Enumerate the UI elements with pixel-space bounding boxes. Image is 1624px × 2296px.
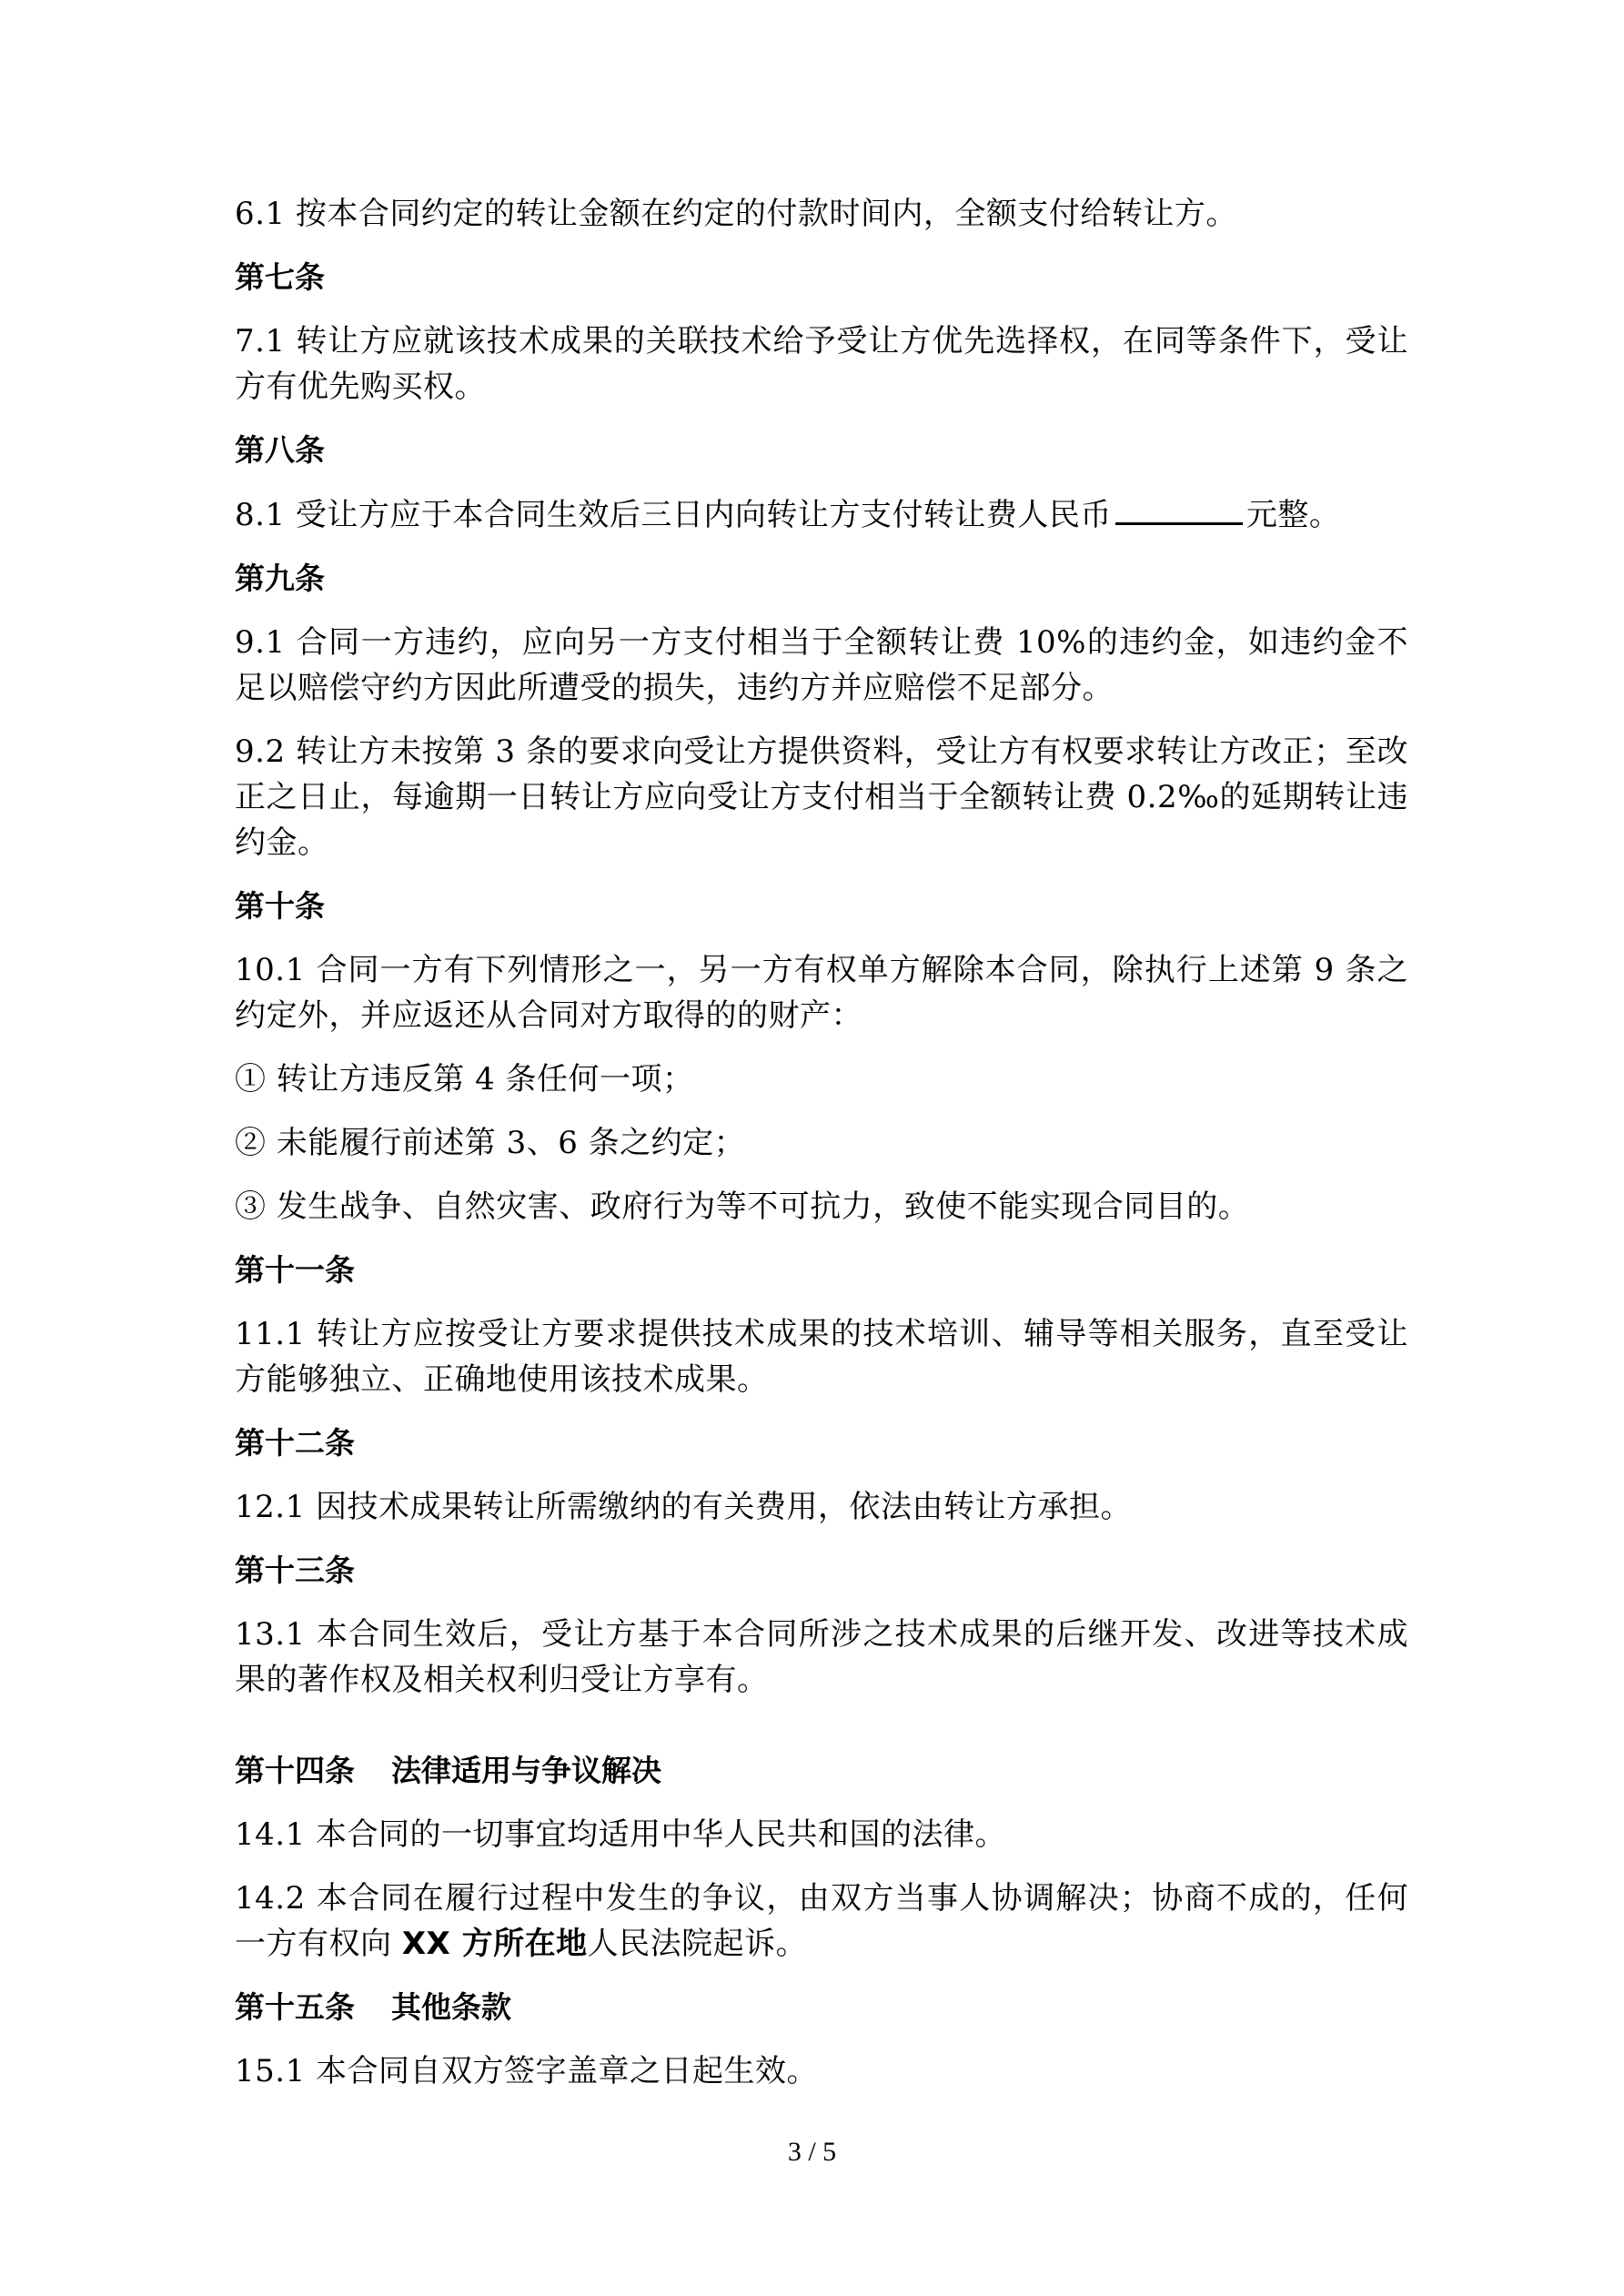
list-item-1: ① 转让方违反第 4 条任何一项；	[235, 1061, 694, 1097]
article-13-heading: 第十三条	[235, 1553, 355, 1588]
clause-8-1-text: 8.1 受让方应于本合同生效后三日内向转让方支付转让费人民币	[235, 497, 1112, 533]
clause-8-1	[235, 491, 1408, 538]
article-15-number: 第十五条	[235, 1989, 355, 2025]
contract-body	[235, 191, 1408, 2112]
clause-14-2-text: 14.2 本合同在履行过程中发生的争议，由双方当事人协调解决；协商不成的，任何一方有权向	[235, 1880, 1408, 1962]
list-item-3: ③ 发生战争、自然灾害、政府行为等不可抗力，致使不能实现合同目的。	[235, 1188, 1250, 1225]
clause-6-1: 6.1 按本合同约定的转让金额在约定的付款时间内，全额支付给转让方。	[235, 196, 1237, 232]
clause-15-1: 15.1 本合同自双方签字盖章之日起生效。	[235, 2053, 819, 2089]
article-14-number: 第十四条	[235, 1753, 355, 1788]
clause-8-1-suffix: 元整。	[1246, 497, 1341, 533]
article-7-heading: 第七条	[235, 259, 325, 295]
clause-9-1: 9.1 合同一方违约，应向另一方支付相当于全额转让费 10%的违约金，如违约金不足以赔偿守约方因此所遭受的损失，违约方并应赔偿不足部分。	[235, 624, 1408, 706]
article-15-heading	[235, 1985, 1408, 2030]
article-11-heading: 第十一条	[235, 1252, 355, 1288]
article-8-heading: 第八条	[235, 432, 325, 468]
clause-12-1: 12.1 因技术成果转让所需缴纳的有关费用，依法由转让方承担。	[235, 1489, 1133, 1525]
amount-blank-line	[1115, 491, 1243, 525]
article-14-title: 法律适用与争议解决	[391, 1753, 661, 1788]
clause-14-2-suffix: 人民法院起诉。	[587, 1926, 808, 1962]
article-9-heading: 第九条	[235, 561, 325, 596]
clause-13-1: 13.1 本合同生效后，受让方基于本合同所涉之技术成果的后继开发、改进等技术成果的著作权及相关权利归受让方享有。	[235, 1616, 1408, 1698]
clause-10-1: 10.1 合同一方有下列情形之一，另一方有权单方解除本合同，除执行上述第 9 条之约定外，并应返还从合同对方取得的的财产：	[235, 952, 1408, 1034]
clause-14-1: 14.1 本合同的一切事宜均适用中华人民共和国的法律。	[235, 1816, 1007, 1853]
article-12-heading: 第十二条	[235, 1425, 355, 1461]
page-number: 3 / 5	[787, 2137, 837, 2167]
clause-9-2: 9.2 转让方未按第 3 条的要求向受让方提供资料，受让方有权要求转让方改正；至改正之日止，每逾期一日转让方应向受让方支付相当于全额转让费 0.2‰的延期转让违约金。	[235, 733, 1408, 861]
court-location: XX 方所在地	[401, 1926, 588, 1962]
clause-7-1: 7.1 转让方应就该技术成果的关联技术给予受让方优先选择权，在同等条件下，受让方有优先购买权。	[235, 323, 1408, 405]
article-15-title: 其他条款	[391, 1989, 511, 2025]
article-10-heading: 第十条	[235, 888, 325, 924]
article-14-heading	[235, 1748, 1408, 1794]
clause-14-2	[235, 1876, 1408, 1967]
list-item-2: ② 未能履行前述第 3、6 条之约定；	[235, 1125, 746, 1161]
clause-11-1: 11.1 转让方应按受让方要求提供技术成果的技术培训、辅导等相关服务，直至受让方能够独立、正确地使用该技术成果。	[235, 1316, 1408, 1398]
